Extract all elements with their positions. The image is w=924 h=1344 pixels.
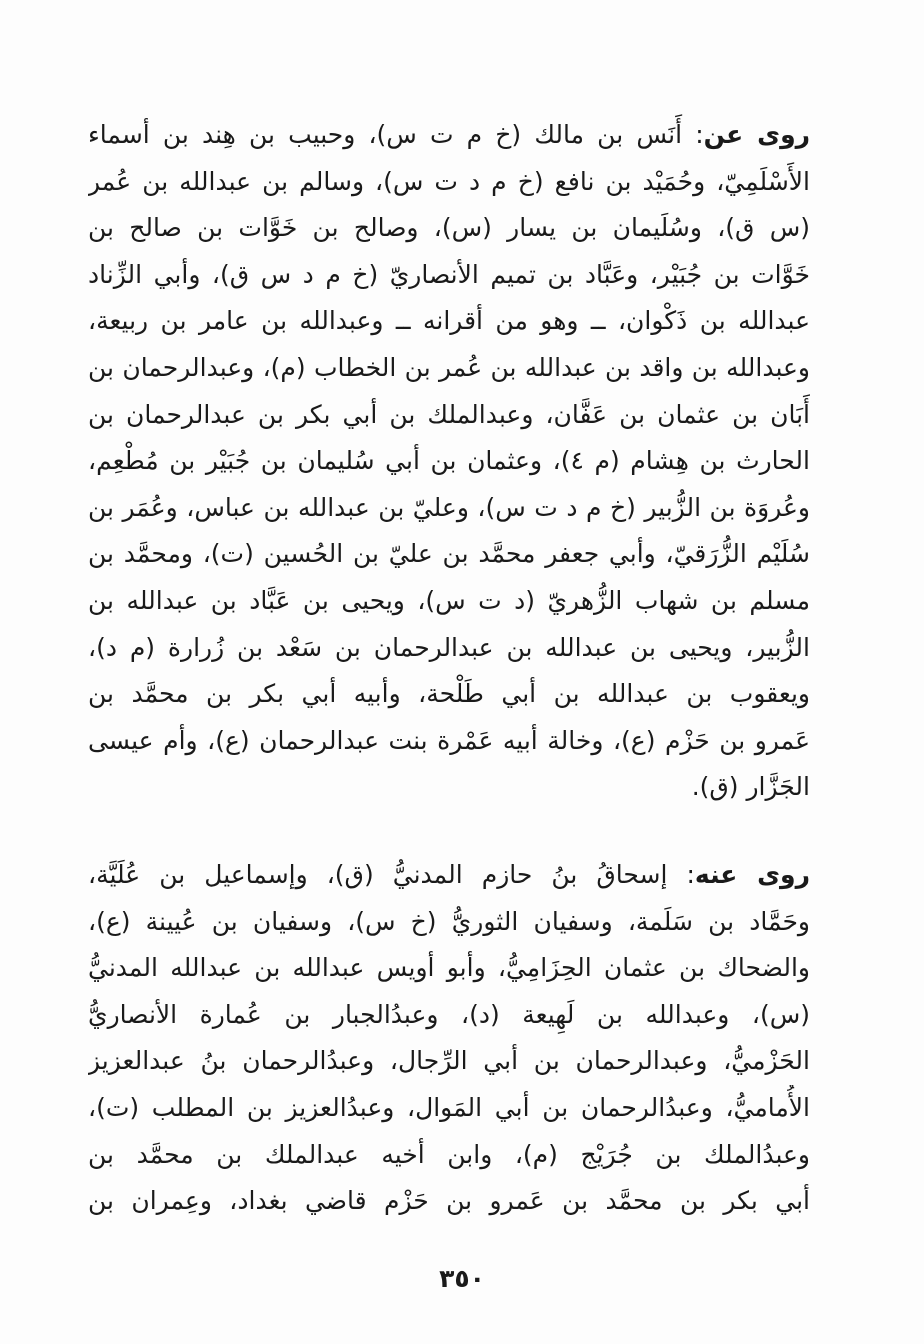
text-line: وعبدالله بن واقد بن عبدالله بن عُمر بن الخطاب (م)، وعبدالرحمان بن xyxy=(88,352,810,382)
text-line: روى عن: أَنَس بن مالك (خ م ت س)، وحبيب بن هِند بن أسماء xyxy=(88,120,810,149)
text-line: روى عنه: إسحاقُ بنُ حازم المدنيُّ (ق)، وإسماعيل بن عُلَيَّة، xyxy=(88,860,810,889)
text-line: ويعقوب بن عبدالله بن أبي طَلْحة، وأبيه أبي بكر بن محمَّد بن xyxy=(88,679,810,709)
text-line: مسلم بن شهاب الزُّهريّ (د ت س)، ويحيى بن عَبَّاد بن عبدالله بن xyxy=(88,585,810,615)
text-line: (س ق)، وسُلَيمان بن يسار (س)، وصالح بن خَوَّات بن صالح بن xyxy=(88,213,810,243)
narrated-by-paragraph xyxy=(88,852,810,1225)
text-line: الأُماميُّ، وعبدُالرحمان بن أبي المَوال، وعبدُالعزيز بن المطلب (ت)، xyxy=(88,1092,810,1122)
text-line: والضحاك بن عثمان الحِزَامِيُّ، وأبو أويس عبدالله بن عبدالله المدنيُّ xyxy=(88,953,810,983)
text-line: عبدالله بن ذَكْوان، ــ وهو من أقرانه ــ وعبدالله بن عامر بن ربيعة، xyxy=(88,306,810,336)
section-heading-narrated-by: روى عنه xyxy=(694,860,810,889)
text-line: أَبَان بن عثمان بن عَفَّان، وعبدالملك بن أبي بكر بن عبدالرحمان بن xyxy=(88,399,810,429)
text-line: وعُروَة بن الزُّبير (خ م د ت س)، وعليّ بن عبدالله بن عباس، وعُمَر بن xyxy=(88,492,810,522)
text-line: الأَسْلَمِيّ، وحُمَيْد بن نافع (خ م د ت س)، وسالم بن عبدالله بن عُمر xyxy=(88,166,810,196)
text-line: أبي بكر بن محمَّد بن عَمرو بن حَزْم قاضي بغداد، وعِمران بن xyxy=(88,1186,810,1216)
text-line: الحارث بن هِشام (م ٤)، وعثمان بن أبي سُليمان بن جُبَيْر بن مُطْعِم، xyxy=(88,446,810,476)
text-line: خَوَّات بن جُبَيْر، وعَبَّاد بن تميم الأنصاريّ (خ م د س ق)، وأبي الزِّناد xyxy=(88,259,810,289)
text-line: الحَزْميُّ، وعبدالرحمان بن أبي الرِّجال، وعبدُالرحمان بنُ عبدالعزيز xyxy=(88,1046,810,1076)
text-line: عَمرو بن حَزْم (ع)، وخالة أبيه عَمْرة بنت عبدالرحمان (ع)، وأم عيسى xyxy=(88,725,810,755)
text-line: الزُّبير، ويحيى بن عبدالله بن عبدالرحمان بن سَعْد بن زُرارة (م د)، xyxy=(88,632,810,662)
text-line: وحَمَّاد بن سَلَمة، وسفيان الثوريُّ (خ س)، وسفيان بن عُيينة (ع)، xyxy=(88,906,810,936)
page-number: ٣٥٠ xyxy=(439,1264,485,1293)
text-line: سُلَيْم الزُّرَقيّ، وأبي جعفر محمَّد بن عليّ بن الحُسين (ت)، ومحمَّد بن xyxy=(88,539,810,569)
text-line: الجَزَّار (ق). xyxy=(691,772,810,802)
section-heading-narrated-from: روى عن xyxy=(703,120,810,149)
text-line: (س)، وعبدالله بن لَهِيعة (د)، وعبدُالجبار بن عُمارة الأنصاريُّ xyxy=(88,999,810,1029)
narrated-from-paragraph xyxy=(88,112,810,811)
text-line: وعبدُالملك بن جُرَيْج (م)، وابن أخيه عبدالملك بن محمَّد بن xyxy=(88,1139,810,1169)
